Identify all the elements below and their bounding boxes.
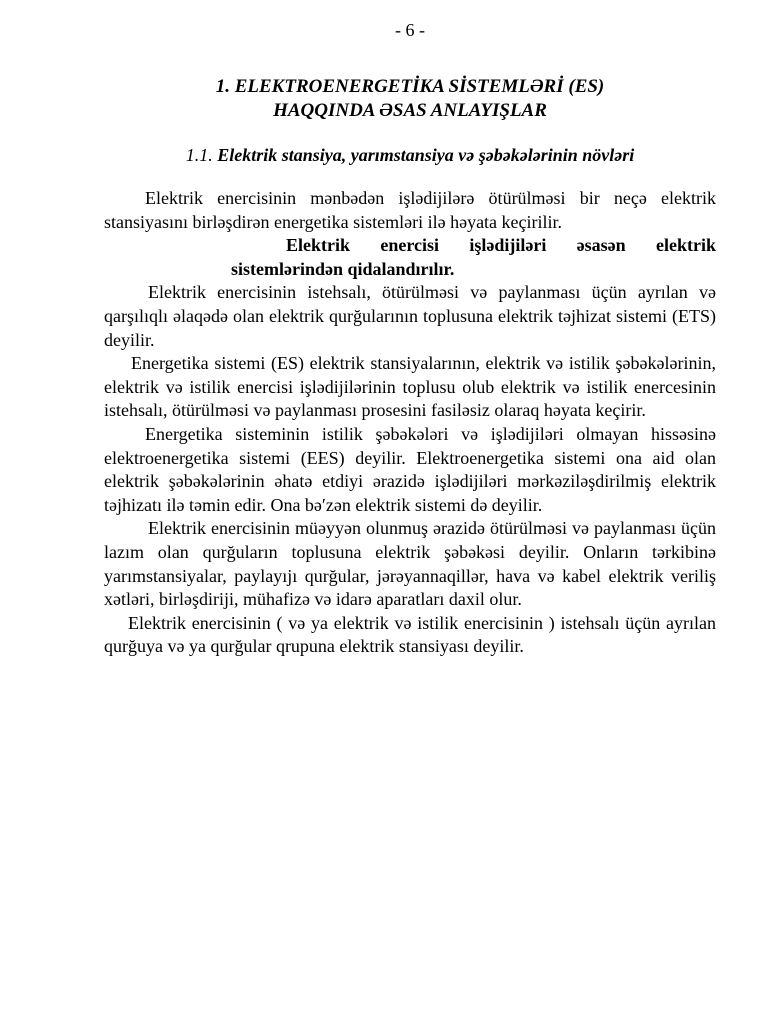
section-title-text: Elektrik stansiya, yarımstansiya və şəbəkələrinin növləri <box>217 145 635 165</box>
section-number: 1.1. <box>185 145 213 165</box>
paragraph-ets-definition: Elektrik enercisinin istehsalı, ötürülməsi və paylanması üçün ayrılan və qarşılıqlı əlaqədə olan elektrik qurğularının toplusuna elektrik təjhizat sistemi (ETS) deyilir. <box>104 282 716 350</box>
paragraph-emphasis: Elektrik enercisi işlədijiləri əsasən elektrik sistemlərindən qidalandırılır. <box>231 235 716 279</box>
paragraph-es-definition: Energetika sistemi (ES) elektrik stansiyalarının, elektrik və istilik şəbəkələrinin, elektrik və istilik enercisi işlədijilərinin toplusu olub elektrik və istilik enercesinin istehsalı, ötürülməsi və paylanması prosesini fasiləsiz olaraq həyata keçirir. <box>104 353 716 421</box>
paragraph-intro: Elektrik enercisinin mənbədən işlədijilərə ötürülməsi bir neçə elektrik stansiyasını birləşdirən energetika sistemləri ilə həyata keçirilir. <box>104 188 716 232</box>
paragraph-station-definition: Elektrik enercisinin ( və ya elektrik və istilik enercisinin ) istehsalı üçün ayrılan qurğuya və ya qurğular qrupuna elektrik stansiyası deyilir. <box>104 612 716 657</box>
page-number: - 6 - <box>395 20 425 40</box>
body-text <box>104 187 716 659</box>
section-title <box>104 144 716 166</box>
chapter-title-line-1: 1. ELEKTROENERGETİKA SİSTEMLƏRİ (ES) <box>215 76 605 97</box>
paragraph-network-definition: Elektrik enercisinin müəyyən olunmuş ərazidə ötürülməsi və paylanması üçün lazım olan qurğuların toplusuna elektrik şəbəkəsi deyilir. Onların tərkibinə yarımstansiyalar, paylayıjı qurğular, jərəyannaqillər, hava və kabel elektrik veriliş xətləri, birləşdiriji, mühafizə və idarə aparatları daxil olur. <box>104 518 716 610</box>
chapter-title-line-2: HAQQINDA ƏSAS ANLAYIŞLAR <box>273 100 547 121</box>
paragraph-ees-definition: Energetika sisteminin istilik şəbəkələri və işlədijiləri olmayan hissəsinə elektroenergetika sistemi (EES) deyilir. Elektroenergetika sistemi ona aid olan elektrik şəbəkələrinin əhatə etdiyi ərazidə işlədijiləri mərkəziləşdirilmiş elektrik təjhizatı ilə təmin edir. Ona bə′zən elektrik sistemi də deyilir. <box>104 423 716 515</box>
chapter-title <box>104 75 716 123</box>
